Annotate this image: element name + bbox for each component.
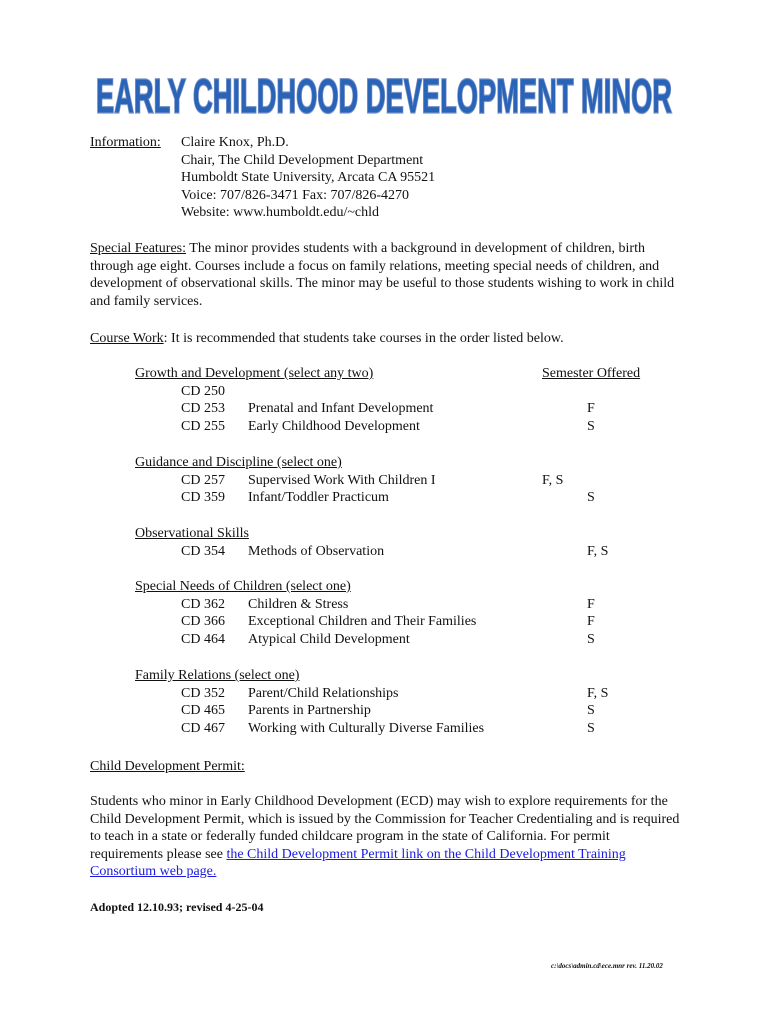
course-row (0, 400, 768, 418)
course-row (0, 720, 768, 738)
course-code: CD 253 (181, 401, 225, 417)
course-name: Exceptional Children and Their Families (248, 614, 477, 630)
course-code: CD 465 (181, 703, 225, 719)
course-row (0, 685, 768, 703)
course-semester: F (587, 401, 595, 417)
course-semester: S (587, 490, 595, 506)
course-name: Atypical Child Development (248, 632, 410, 648)
course-semester: S (587, 721, 595, 737)
course-code: CD 464 (181, 632, 225, 648)
info-phone: Voice: 707/826-3471 Fax: 707/826-4270 (181, 187, 410, 203)
info-title: Chair, The Child Development Department (181, 152, 424, 168)
course-row (0, 543, 768, 561)
course-name: Children & Stress (248, 596, 349, 612)
course-row (0, 613, 768, 631)
course-semester: F, S (542, 472, 564, 488)
course-name: Parents in Partnership (248, 703, 371, 719)
course-semester: S (587, 419, 595, 435)
title-text: EARLY CHILDHOOD DEVELOPMENT MINOR (95, 68, 672, 118)
course-row (0, 631, 768, 649)
course-name: Working with Culturally Diverse Families (248, 721, 485, 737)
course-code: CD 362 (181, 596, 225, 612)
info-address: Humboldt State University, Arcata CA 95521 (181, 170, 436, 186)
special-features-paragraph (90, 240, 680, 310)
title-wordart (94, 62, 674, 118)
information-label: Information: (90, 135, 161, 150)
course-semester: S (587, 632, 595, 648)
info-name: Claire Knox, Ph.D. (181, 135, 289, 150)
course-row (0, 418, 768, 436)
permit-heading: Child Development Permit: (90, 759, 245, 774)
course-name: Supervised Work With Children I (248, 472, 436, 488)
document-title (94, 62, 674, 118)
course-work-label: Course Work (90, 331, 164, 346)
section-heading: Guidance and Discipline (select one) (135, 455, 342, 470)
course-name: Prenatal and Infant Development (248, 401, 434, 417)
permit-link[interactable]: the Child Development Permit link on the Child Development Training Consortium web page. (90, 846, 626, 880)
semester-offered-header: Semester Offered (542, 366, 641, 381)
course-semester: F (587, 614, 595, 630)
adopted-date: Adopted 12.10.93; revised 4-25-04 (90, 900, 264, 914)
footer-file-reference: c:\docs\admin.cd\ece.mnr rev. 11.20.02 (551, 962, 663, 970)
section-heading: Family Relations (select one) (135, 668, 300, 683)
course-name: Parent/Child Relationships (248, 685, 399, 701)
course-row (0, 472, 768, 490)
course-code: CD 366 (181, 614, 225, 630)
course-row (0, 383, 768, 401)
course-semester: F (587, 596, 595, 612)
course-code: CD 467 (181, 721, 225, 737)
course-semester: F, S (587, 543, 609, 559)
course-row (0, 596, 768, 614)
course-code: CD 352 (181, 685, 225, 701)
info-website: Website: www.humboldt.edu/~chld (181, 205, 380, 221)
section-heading: Growth and Development (select any two) (135, 366, 374, 381)
course-code: CD 359 (181, 490, 225, 506)
course-name: Infant/Toddler Practicum (248, 490, 389, 506)
course-name: Methods of Observation (248, 543, 385, 559)
course-code: CD 257 (181, 472, 225, 488)
section-heading: Observational Skills (135, 526, 249, 541)
course-work-text: : It is recommended that students take courses in the order listed below. (163, 331, 564, 346)
permit-paragraph (90, 793, 680, 881)
special-features-label: Special Features: (90, 241, 187, 256)
course-code: CD 354 (181, 543, 225, 559)
course-row (0, 702, 768, 720)
course-name: Early Childhood Development (248, 419, 420, 435)
course-code: CD 250 (181, 383, 225, 399)
course-semester: F, S (587, 685, 609, 701)
section-heading: Special Needs of Children (select one) (135, 579, 351, 594)
course-semester: S (587, 703, 595, 719)
permit-text: Students who minor in Early Childhood Development (ECD) may wish to explore requirements for the Child Development Permit, which is issued by the Commission for Teacher Credentialing and is required to teach in a state or federally funded childcare program in the state of California. For permit requirements please see (90, 794, 680, 862)
course-work-paragraph (90, 330, 680, 348)
course-code: CD 255 (181, 419, 225, 435)
information-lines (181, 134, 435, 222)
special-features-text: The minor provides students with a background in development of children, birth through age eight. Courses include a focus on family relations, meeting special needs of children, and development of observational skills. The minor may be useful to those students wishing to work in child and family services. (90, 241, 675, 309)
course-row (0, 489, 768, 507)
